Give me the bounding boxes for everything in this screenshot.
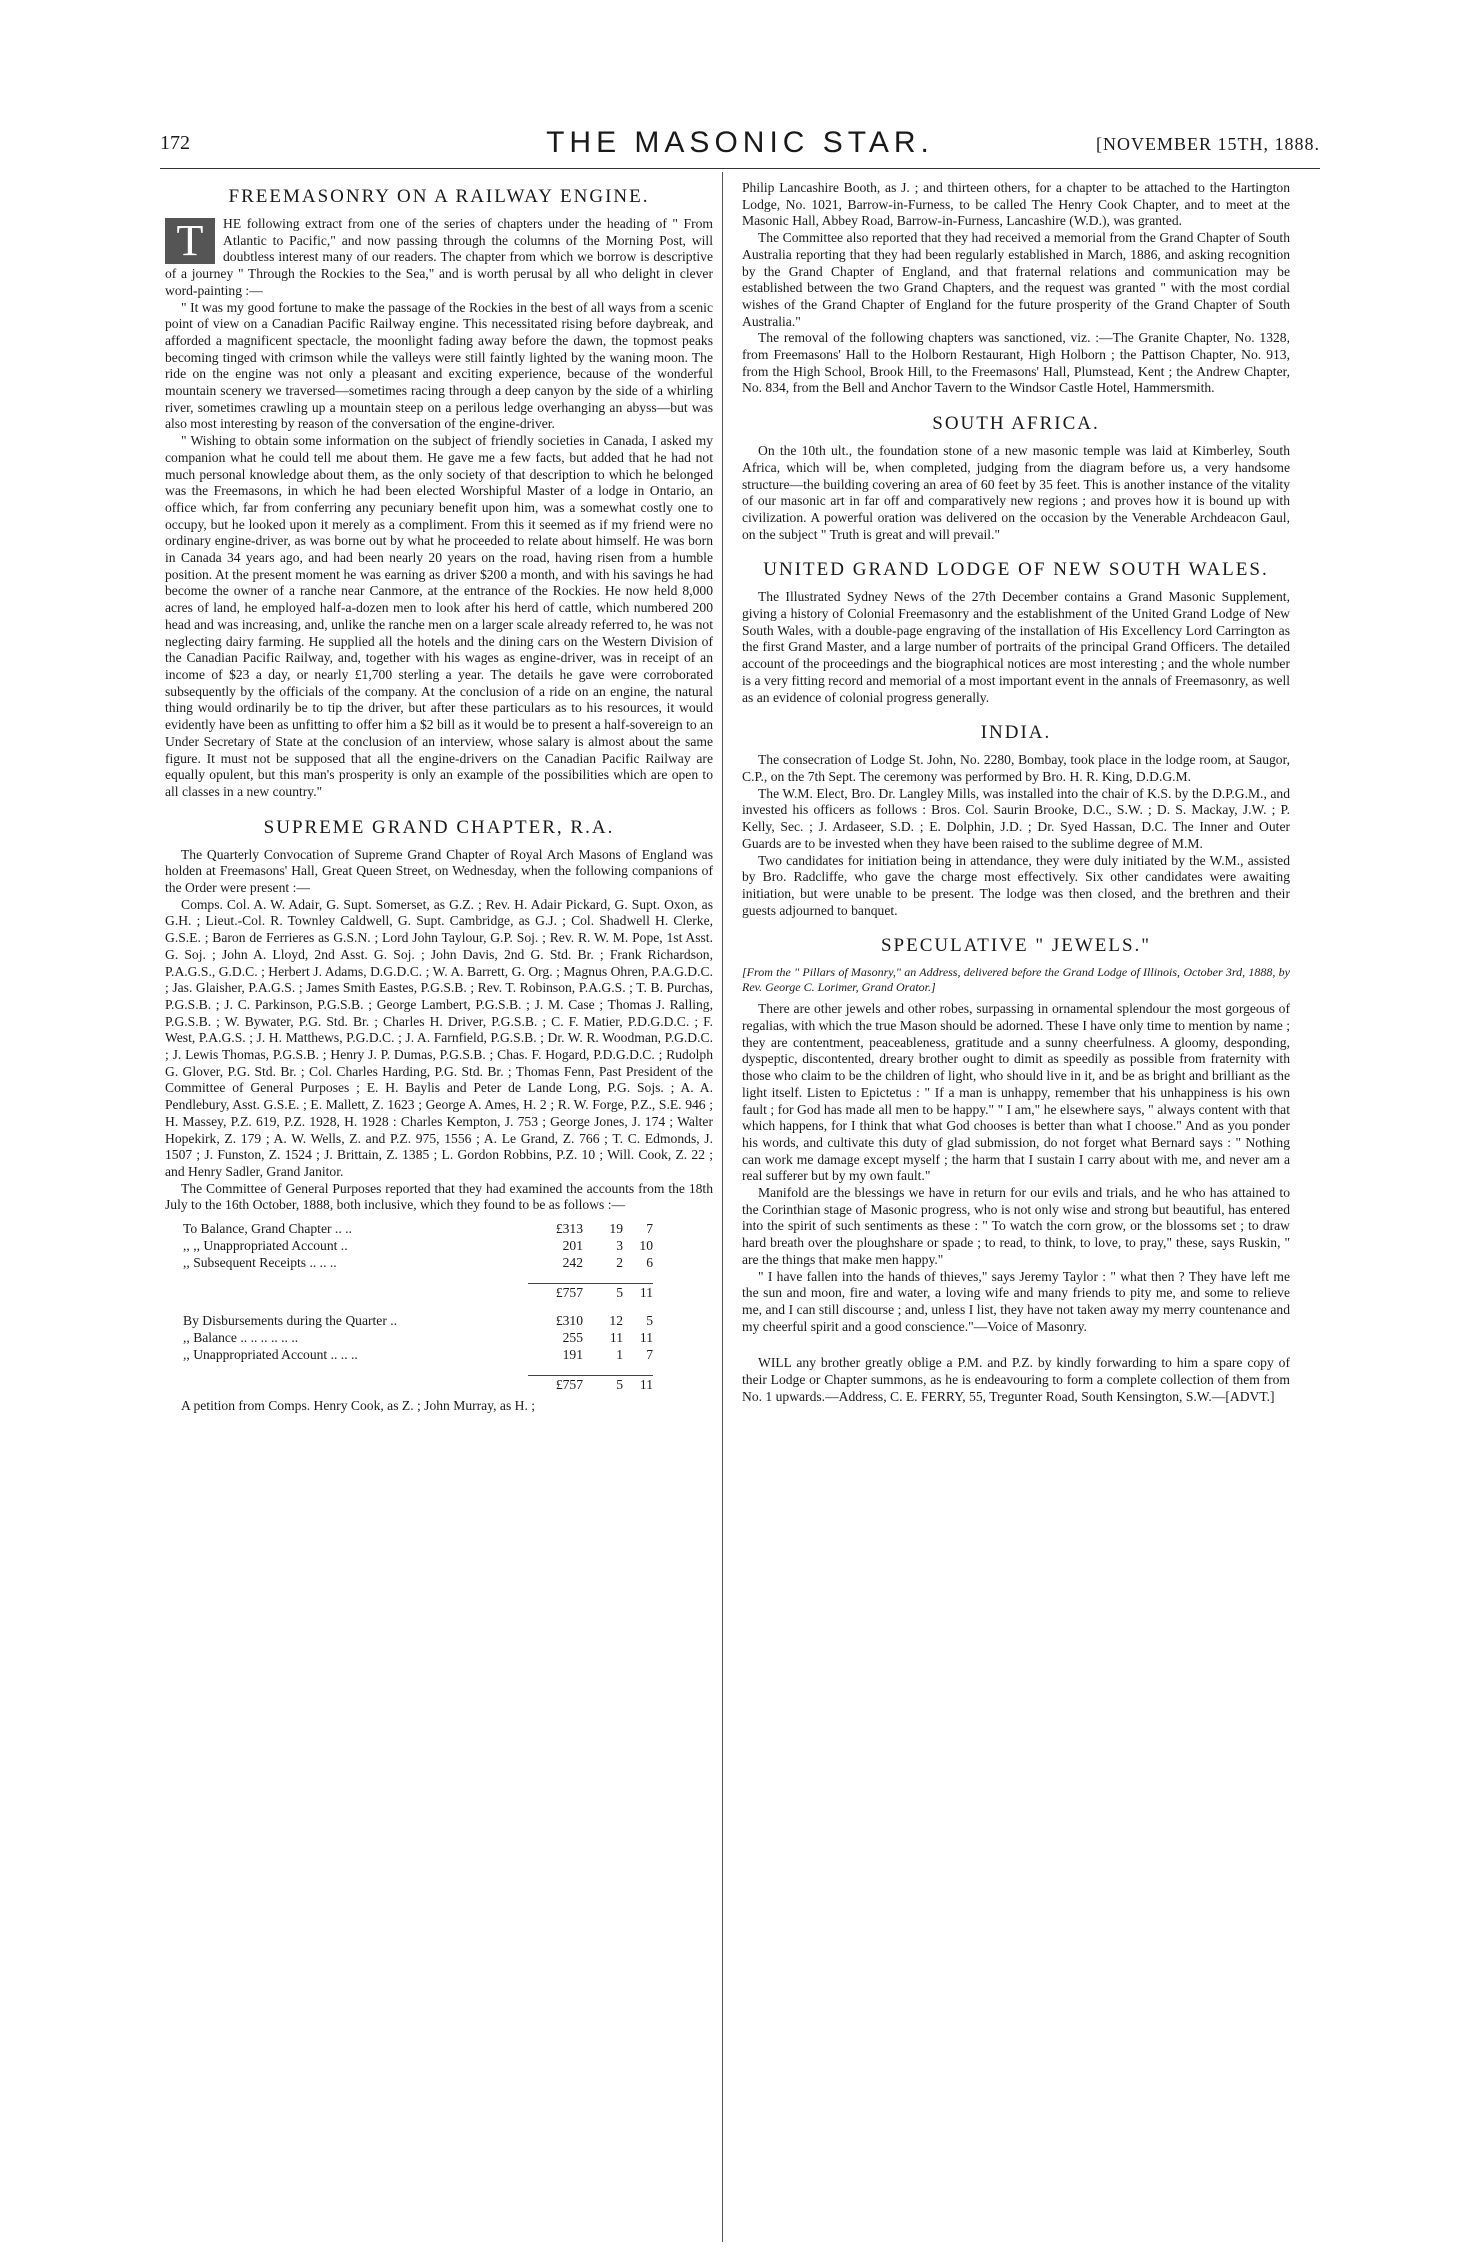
article-chapter-continued bbox=[742, 180, 1290, 397]
article-india bbox=[742, 722, 1290, 919]
article-paragraph: The removal of the following chapters was sanctioned, viz. :—The Granite Chapter, No. 1328, from Freemasons' Hall to the Holborn Restaurant, High Holborn ; the Pattison Chapter, No. 913, from the High School, Brook Hill, to the Freemasons' Hall, Plumstead, Kent ; the Andrew Chapter, No. 834, from the Bell and Anchor Tavern to the Windsor Castle Hotel, Hammersmith. bbox=[742, 330, 1290, 396]
advertisement bbox=[742, 1355, 1290, 1405]
article-new-south-wales bbox=[742, 559, 1290, 706]
issue-date: [NOVEMBER 15TH, 1888. bbox=[1096, 134, 1320, 154]
article-paragraph: The Committee also reported that they had received a memorial from the Grand Chapter of South Australia reporting that they had been regularly established in March, 1886, and asking recognition by the Grand Chapter of England, and that fraternal relations and communication may be established between the two Grand Chapters, and the request was granted " with the most cordial wishes of the Grand Chapter of England for the future prosperity of the Grand Chapter of South Australia." bbox=[742, 230, 1290, 329]
left-column bbox=[165, 180, 713, 1415]
attendee-list: Comps. Col. A. W. Adair, G. Supt. Somerset, as G.Z. ; Rev. H. Adair Pickard, G. Supt. Oxon, as G.H. ; Lieut.-Col. R. Townley Caldwell, G. Supt. Cambridge, as G.J. ; Col. Shadwell H. Clerke, G.S.E. ; Baron de Ferrieres as G.S.N. ; Lord John Taylour, G.P. Soj. ; Rev. R. W. M. Pope, 1st Asst. G. Soj. ; John A. Lloyd, 2nd Asst. G. Soj. ; John Davis, 2nd G. Std. Br. ; Frank Richardson, P.A.G.S., G.D.C. ; Herbert J. Adams, D.G.D.C. ; W. A. Barrett, G. Org. ; Magnus Ohren, P.A.G.D.C. ; Jas. Glaisher, P.A.G.S. ; James Smith Eastes, P.G.S.B. ; Rev. T. Robinson, P.A.G.S. ; T. B. Purchas, P.G.S.B. ; J. C. Parkinson, P.G.S.B. ; George Lambert, P.G.S.B. ; J. M. Case ; Thomas J. Ralling, P.G.S.B. ; W. Bywater, P.G. Std. Br. ; Charles H. Driver, P.G.S.B. ; C. F. Matier, P.D.G.D.C. ; F. West, P.A.G.S. ; J. H. Matthews, P.G.D.C. ; J. A. Farnfield, P.G.S.B. ; Dr. W. R. Woodman, P.G.D.C. ; J. Lewis Thomas, P.G.S.B. ; Henry J. P. Dumas, P.G.S.B. ; Chas. F. Hogard, P.D.G.D.C. ; Rudolph G. Glover, P.G. Std. Br. ; Col. Charles Harding, P.G. Std. Br. ; Thomas Fenn, Past President of the Committee of General Purposes ; E. H. Baylis and Peter de Lande Long, P.G. Sojs. ; A. A. Pendlebury, Asst. G.S.E. ; E. Mallett, Z. 1623 ; George A. Ames, H. 2 ; R. W. Forge, P.Z., S.E. 946 ; H. Massey, P.Z. 619, P.Z. 1928, H. 1928 : Charles Kempton, J. 753 ; George Jones, J. 174 ; Walter Hopekirk, Z. 179 ; A. W. Wells, Z. and P.Z. 975, 1556 ; A. Le Grand, Z. 766 ; T. C. Edmonds, J. 1507 ; J. Funston, Z. 1524 ; J. Brittain, Z. 1385 ; L. Gordon Robbins, P.Z. 10 ; Will. Cook, Z. 22 ; and Henry Sadler, Grand Janitor. bbox=[165, 896, 713, 1179]
column-divider bbox=[722, 172, 723, 2242]
right-column bbox=[742, 180, 1290, 1405]
accounts-ledger bbox=[183, 1220, 713, 1392]
article-heading: UNITED GRAND LODGE OF NEW SOUTH WALES. bbox=[763, 559, 1269, 581]
ledger-row: ,, Subsequent Receipts .. .. .. 242 2 6 bbox=[183, 1255, 653, 1271]
ledger-row: ,, Balance .. .. .. .. .. .. 255 11 11 bbox=[183, 1330, 653, 1346]
article-heading: INDIA. bbox=[980, 722, 1052, 744]
article-paragraph: The Committee of General Purposes reported that they had examined the accounts from the 18th July to the 16th October, 1888, both inclusive, which they found to be as follows :— bbox=[165, 1180, 713, 1213]
article-railway-engine bbox=[165, 186, 713, 801]
article-paragraph: Manifold are the blessings we have in return for our evils and trials, and he who has attained to the Corinthian stage of Masonic progress, who is not only wise and strong but beautiful, has entered into the spirit of such sentiments as these : " To watch the corn grow, or the blossoms set ; to draw hard breath over the ploughshare or spade ; to read, to think, to love, to pray," these, says Ruskin, " are the things that make men happy." bbox=[742, 1185, 1290, 1267]
article-speculative-jewels bbox=[742, 935, 1290, 1335]
article-heading: SUPREME GRAND CHAPTER, R.A. bbox=[263, 816, 615, 838]
article-paragraph: Two candidates for initiation being in attendance, they were duly initiated by the W.M., assisted by Bro. Radcliffe, who gave the charge most effectively. Six other candidates were awaiting initiation, but were unable to be present. The lodge was then closed, and the brethren and their guests adjourned to banquet. bbox=[742, 852, 1290, 918]
masthead bbox=[160, 128, 1320, 168]
article-paragraph: The Illustrated Sydney News of the 27th December contains a Grand Masonic Supplement, giving a history of Colonial Freemasonry and the establishment of the United Grand Lodge of New South Wales, with a double-page engraving of the installation of His Excellency Lord Carrington as the first Grand Master, and a large number of portraits of the principal Grand Officers. The detailed account of the proceedings and the biographical notices are most interesting ; and the whole number is a very fitting record and memorial of a most important event in the annals of Freemasonry, as well as an evidence of colonial progress generally. bbox=[742, 589, 1290, 705]
page-number: 172 bbox=[160, 132, 190, 154]
ledger-row: To Balance, Grand Chapter .. .. £313 19 7 bbox=[183, 1221, 653, 1237]
article-paragraph: " I have fallen into the hands of thieves," says Jeremy Taylor : " what then ? They have left me the sun and moon, fire and water, a loving wife and many friends to pity me, and some to relieve me, and I can still discourse ; and, unless I list, they have not taken away my merry countenance and my cheerful spirit and a good conscience."—Voice of Masonry. bbox=[742, 1268, 1290, 1334]
article-paragraph: The Quarterly Convocation of Supreme Grand Chapter of Royal Arch Masons of England was holden at Freemasons' Hall, Great Queen Street, on Wednesday, when the following companions of the Order were present :— bbox=[165, 846, 713, 896]
ledger-row: ,, ,, Unappropriated Account .. 201 3 10 bbox=[183, 1238, 653, 1254]
article-heading: SPECULATIVE " JEWELS." bbox=[880, 935, 1152, 957]
article-heading: FREEMASONRY ON A RAILWAY ENGINE. bbox=[228, 186, 650, 207]
article-paragraph: Philip Lancashire Booth, as J. ; and thirteen others, for a chapter to be attached to the Hartington Lodge, No. 1021, Barrow-in-Furness, to be called The Henry Cook Chapter, and to meet at the Masonic Hall, Abbey Road, Barrow-in-Furness, Lancashire (W.D.), was granted. bbox=[742, 180, 1290, 229]
publication-title: THE MASONIC STAR. bbox=[546, 126, 934, 159]
article-heading: SOUTH AFRICA. bbox=[932, 413, 1100, 435]
article-paragraph: On the 10th ult., the foundation stone of a new masonic temple was laid at Kimberley, South Africa, which will be, when completed, judging from the diagram before us, a very handsome structure—the building covering an area of 60 feet by 35 feet. This is another instance of the vitality of our masonic art in far off and comparatively new regions ; and proves how it is bound up with civilization. A powerful oration was delivered on the occasion by the Venerable Archdeacon Gaul, on the subject " Truth is great and will prevail." bbox=[742, 443, 1290, 542]
ledger-total: £757 5 11 bbox=[183, 1283, 713, 1300]
ledger-row: By Disbursements during the Quarter .. £310 12 5 bbox=[183, 1313, 653, 1329]
article-paragraph: T HE following extract from one of the series of chapters under the heading of " From Atlantic to Pacific," and now passing through the columns of the Morning Post, will doubtless interest many of our readers. The chapter from which we borrow is descriptive of a journey " Through the Rockies to the Sea," and is worth perusal by all who delight in clever word-painting :— bbox=[165, 216, 713, 298]
article-source-note: [From the " Pillars of Masonry," an Address, delivered before the Grand Lodge of Illinois, October 3rd, 1888, by Rev. George C. Lorimer, Grand Orator.] bbox=[742, 965, 1290, 995]
article-supreme-grand-chapter bbox=[165, 817, 713, 1415]
article-paragraph: There are other jewels and other robes, surpassing in ornamental splendour the most gorgeous of regalias, with which the true Mason should be adorned. These I have only time to mention by name ; they are contentment, peaceableness, gratitude and a sunny cheerfulness. A gloomy, desponding, dyspeptic, discontented, dreary brother ought to dimit as speedily as possible from fraternity with those who claim to be the children of light, who should live in it, and be as bright and brilliant as the light itself. Listen to Epictetus : " If a man is unhappy, remember that his unhappiness is his own fault ; for God has made all men to be happy." " I am," he elsewhere says, " always content with that which happens, for I think that what God chooses is better than what I choose." And as you ponder his words, and cultivate this duty of glad submission, do not forget what Bernard says : " Nothing can work me damage except myself ; the harm that I sustain I carry about with me, and never am a real sufferer but by my own fault." bbox=[742, 1001, 1290, 1184]
article-south-africa bbox=[742, 413, 1290, 543]
article-paragraph: The consecration of Lodge St. John, No. 2280, Bombay, took place in the lodge room, at Saugor, C.P., on the 7th Sept. The ceremony was performed by Bro. H. R. King, D.D.G.M. bbox=[742, 752, 1290, 784]
article-paragraph: " Wishing to obtain some information on the subject of friendly societies in Canada, I asked my companion what he could tell me about them. He gave me a few facts, but added that he had not much personal knowledge about them, as the only society of that description to which he belonged was the Freemasons, in which he had been elected Worshipful Master of a lodge in Ontario, an office which, far from conferring any pecuniary benefit upon him, was a somewhat costly one to occupy, but he looked upon it merely as a compliment. From this it seemed as if my friend were no ordinary engine-driver, as was borne out by what he proceeded to relate about himself. He was born in Canada 34 years ago, and had been nearly 20 years on the road, having risen from a humble position. At the present moment he was earning as driver $200 a month, and with his savings he had become the owner of a ranche near Canmore, at the entrance of the Rockies. He now held 8,000 acres of land, he employed half-a-dozen men to look after his herd of cattle, which numbered 200 head and was increasing, and, unlike the ranche men on a larger scale already referred to, he was not neglecting dairy farming. He supplied all the hotels and the dining cars on the Western Division of the Canadian Pacific Railway, and, together with his wages as engine-driver, was in receipt of an income of $23 a day, or nearly £1,700 sterling a year. The details he gave were corroborated subsequently by the officials of the company. At the conclusion of a ride on an engine, the natural thing would ordinarily be to tip the driver, but after these particulars as to his resources, it would evidently have been as unfitting to offer him a $2 bill as it would be to present a half-sovereign to an Under Secretary of State at the conclusion of an interview, whose salary is almost about the same figure. It must not be supposed that all the engine-drivers on the Canadian Pacific Railway are equally opulent, but this man's prosperity is only an example of the possibilities which are open to all classes in a new country." bbox=[165, 433, 713, 799]
advert-text: WILL any brother greatly oblige a P.M. and P.Z. by kindly forwarding to him a spare copy of their Lodge or Chapter summons, as he is endeavouring to form a complete collection of them from No. 1 upwards.—Address, C. E. FERRY, 55, Tregunter Road, South Kensington, S.W.—[ADVT.] bbox=[742, 1355, 1290, 1404]
drop-cap: T bbox=[165, 218, 215, 264]
article-paragraph: " It was my good fortune to make the passage of the Rockies in the best of all ways from a scenic point of view on a Canadian Pacific Railway engine. This necessitated rising before daybreak, and afforded a magnificent spectacle, the moonlight fading away before the dawn, the topmost peaks becoming tinged with crimson while the valleys were still faintly lighted by the waning moon. The ride on the engine was not only a pleasant and exciting experience, because of the wonderful mountain scenery we traversed—sometimes racing through a deep canyon by the side of a whirling river, sometimes crawling up a mountain steep on a perilous ledge overhanging an abyss—but was also most interesting by reason of the conversation of the engine-driver. bbox=[165, 299, 713, 432]
ledger-total: £757 5 11 bbox=[183, 1375, 713, 1392]
article-paragraph: The W.M. Elect, Bro. Dr. Langley Mills, was installed into the chair of K.S. by the D.P.G.M., and invested his officers as follows : Bros. Col. Saurin Brooke, D.C., S.W. ; D. S. Mackay, J.W. ; P. Kelly, Sec. ; J. Ardaseer, S.D. ; E. Dolphin, J.D. ; Dr. Syed Hassan, D.C. The Inner and Outer Guards are to be invested when they have been raised to the sublime degree of M.M. bbox=[742, 785, 1290, 851]
article-paragraph: A petition from Comps. Henry Cook, as Z. ; John Murray, as H. ; bbox=[181, 1398, 536, 1414]
ledger-row: ,, Unappropriated Account .. .. .. 191 1 7 bbox=[183, 1347, 653, 1363]
header-rule bbox=[160, 168, 1320, 169]
